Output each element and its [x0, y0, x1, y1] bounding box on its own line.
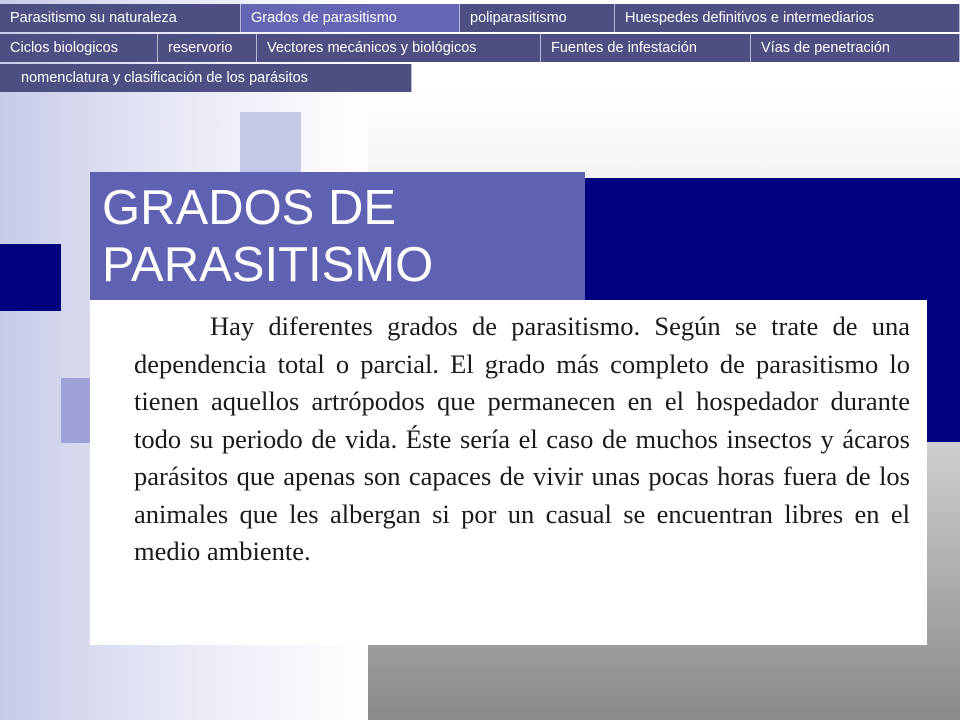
- topic-navigation: [0, 0, 960, 92]
- nav-link-huespedes[interactable]: Huespedes definitivos e intermediarios: [615, 4, 960, 32]
- nav-link-ciclos-biologicos[interactable]: Ciclos biologicos: [0, 34, 158, 62]
- body-text: Hay diferentes grados de parasitismo. Según se trate de una dependencia total o parcial. El grado más completo de parasitismo lo tienen aquellos artrópodos que permanecen en el hospedador durante todo su periodo de vida. Éste sería el caso de muchos insectos y ácaros parásitos que apenas son capaces de vivir unas pocas horas fuera de los animales que les albergan si por un casual se encuentran libres en el medio ambiente.: [134, 311, 910, 566]
- title-card: [90, 172, 585, 300]
- decorative-navy-block-left: [0, 244, 61, 311]
- nav-link-nomenclatura[interactable]: nomenclatura y clasificación de los parásitos: [0, 64, 412, 92]
- nav-link-reservorio[interactable]: reservorio: [158, 34, 257, 62]
- nav-link-poliparasitismo[interactable]: poliparasitismo: [460, 4, 615, 32]
- decorative-mid-block: [61, 378, 91, 443]
- nav-link-parasitismo-naturaleza[interactable]: Parasitismo su naturaleza: [0, 4, 241, 32]
- nav-link-vias-penetracion[interactable]: Vías de penetración: [751, 34, 960, 62]
- decorative-light-block: [61, 312, 91, 377]
- nav-link-fuentes-infestacion[interactable]: Fuentes de infestación: [541, 34, 751, 62]
- nav-link-grados-parasitismo[interactable]: Grados de parasitismo: [241, 4, 460, 32]
- slide-title: GRADOS DE PARASITISMO: [102, 181, 434, 292]
- content-box: [90, 300, 927, 645]
- nav-link-vectores[interactable]: Vectores mecánicos y biológicos: [257, 34, 541, 62]
- nav-row-1: [0, 4, 960, 32]
- nav-row-3: [0, 64, 412, 92]
- nav-row-2: [0, 34, 960, 62]
